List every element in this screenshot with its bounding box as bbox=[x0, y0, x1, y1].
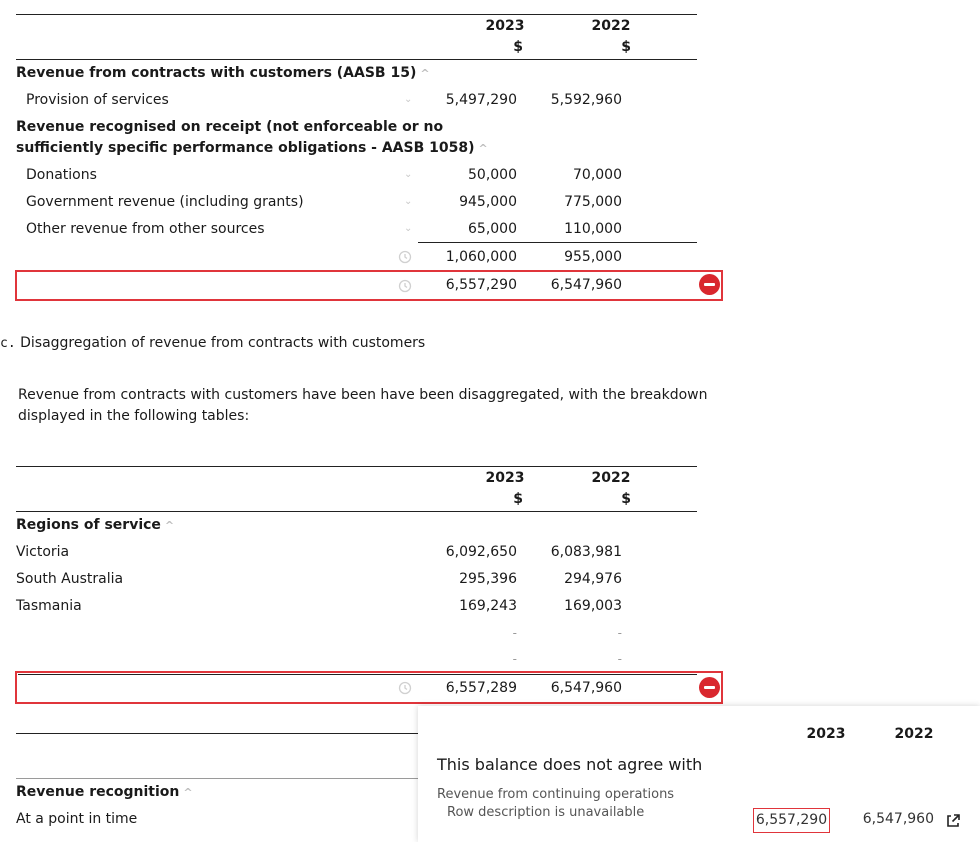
empty-cell-dash: - bbox=[617, 626, 622, 640]
popup-value-2022: 6,547,960 bbox=[862, 811, 934, 827]
table1-top-rule bbox=[16, 14, 697, 15]
section-b-title-2[interactable]: sufficiently specific performance obligations - AASB 1058) ^ bbox=[16, 140, 488, 156]
table3-top-rule bbox=[16, 733, 418, 734]
table2-col-2023: 2023 $ bbox=[485, 470, 525, 507]
row-victoria-label: Victoria bbox=[16, 544, 70, 560]
popup-source-label: Revenue from continuing operations bbox=[437, 787, 675, 802]
row-sa-2023: 295,396 bbox=[459, 571, 517, 587]
table2-total-2022: 6,547,960 bbox=[550, 680, 622, 696]
section-c-paragraph-1: Revenue from contracts with customers have been have been disaggregated, with the breakdown bbox=[18, 387, 708, 403]
total-2022: 6,547,960 bbox=[550, 277, 622, 293]
table2-total-rule bbox=[18, 674, 697, 675]
subtotal-2023: 1,060,000 bbox=[445, 249, 517, 265]
balance-mismatch-popup bbox=[418, 706, 980, 842]
table1-col-2022: 2022 $ bbox=[591, 18, 631, 55]
popup-value-2023[interactable]: 6,557,290 bbox=[753, 808, 830, 833]
collapse-icon[interactable]: ^ bbox=[183, 786, 193, 799]
table1-col-2023: 2023 $ bbox=[485, 18, 525, 55]
popup-row-description: Row description is unavailable bbox=[447, 805, 645, 820]
subtotal-rule bbox=[418, 242, 697, 243]
total-2023: 6,557,290 bbox=[445, 277, 517, 293]
empty-cell-dash: - bbox=[512, 652, 517, 666]
row-tas-2023: 169,243 bbox=[459, 598, 517, 614]
section-c-heading: c. Disaggregation of revenue from contracts with customers bbox=[0, 335, 426, 351]
row-point-in-time-label: At a point in time bbox=[16, 811, 138, 827]
row-other-2022: 110,000 bbox=[564, 221, 622, 237]
chevron-down-icon[interactable]: ⌄ bbox=[404, 169, 413, 180]
section-b-title-1: Revenue recognised on receipt (not enforceable or no bbox=[16, 119, 444, 135]
revenue-recognition-title[interactable]: Revenue recognition ^ bbox=[16, 784, 193, 800]
section-a-title[interactable]: Revenue from contracts with customers (AASB 15) ^ bbox=[16, 65, 430, 81]
row-victoria-2023: 6,092,650 bbox=[445, 544, 517, 560]
chevron-down-icon[interactable]: ⌄ bbox=[404, 196, 413, 207]
row-donations-2023: 50,000 bbox=[468, 167, 517, 183]
table2-header-rule bbox=[16, 511, 697, 512]
row-sa-2022: 294,976 bbox=[564, 571, 622, 587]
row-other-label: Other revenue from other sources bbox=[26, 221, 265, 237]
row-tas-2022: 169,003 bbox=[564, 598, 622, 614]
table2-total-2023: 6,557,289 bbox=[445, 680, 517, 696]
subtotal-2022: 955,000 bbox=[564, 249, 622, 265]
row-victoria-2022: 6,083,981 bbox=[550, 544, 622, 560]
popup-col-2023: 2023 bbox=[806, 726, 846, 742]
row-gov-label: Government revenue (including grants) bbox=[26, 194, 304, 210]
row-other-2023: 65,000 bbox=[468, 221, 517, 237]
regions-group-title[interactable]: Regions of service ^ bbox=[16, 517, 175, 533]
row-provision-2022: 5,592,960 bbox=[550, 92, 622, 108]
empty-cell-dash: - bbox=[512, 626, 517, 640]
popup-col-2022: 2022 bbox=[894, 726, 934, 742]
row-provision-2023: 5,497,290 bbox=[445, 92, 517, 108]
collapse-icon[interactable]: ^ bbox=[420, 67, 430, 80]
row-sa-label: South Australia bbox=[16, 571, 124, 587]
section-c-paragraph-2: displayed in the following tables: bbox=[18, 408, 250, 424]
collapse-icon[interactable]: ^ bbox=[164, 519, 175, 532]
row-tas-label: Tasmania bbox=[16, 598, 82, 614]
row-donations-label: Donations bbox=[26, 167, 97, 183]
popup-title: This balance does not agree with bbox=[437, 755, 703, 774]
row-gov-2022: 775,000 bbox=[564, 194, 622, 210]
chevron-down-icon[interactable]: ⌄ bbox=[404, 223, 413, 234]
table2-top-rule bbox=[16, 466, 697, 467]
error-icon[interactable] bbox=[699, 677, 720, 698]
chevron-down-icon[interactable]: ⌄ bbox=[404, 94, 413, 105]
table1-header-rule bbox=[16, 59, 697, 60]
collapse-icon[interactable]: ^ bbox=[478, 142, 488, 155]
error-icon[interactable] bbox=[699, 274, 720, 295]
row-provision-label: Provision of services bbox=[26, 92, 169, 108]
row-gov-2023: 945,000 bbox=[459, 194, 517, 210]
row-donations-2022: 70,000 bbox=[573, 167, 622, 183]
empty-cell-dash: - bbox=[617, 652, 622, 666]
table3-header-rule bbox=[16, 778, 418, 779]
table2-col-2022: 2022 $ bbox=[591, 470, 631, 507]
external-link-icon[interactable] bbox=[945, 813, 961, 829]
